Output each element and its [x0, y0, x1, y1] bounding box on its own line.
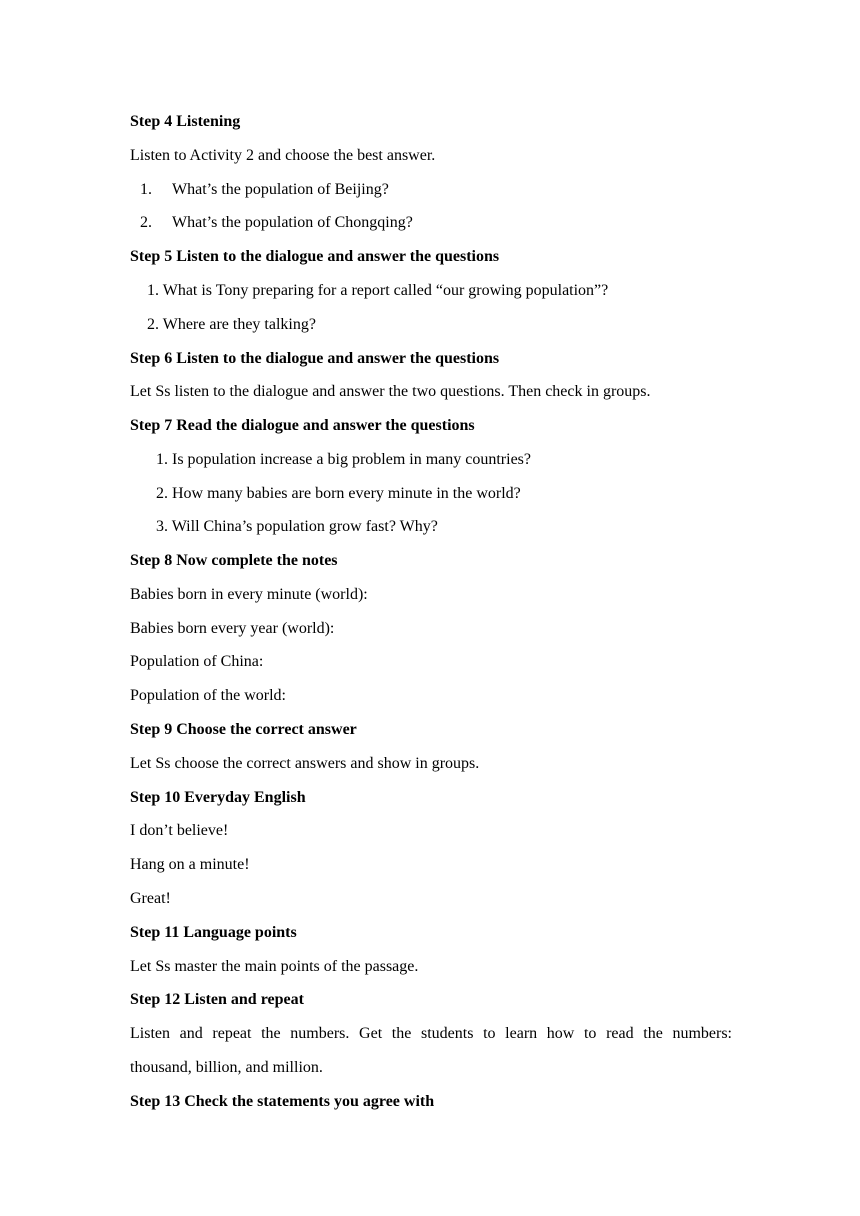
step12-text-line2: thousand, billion, and million.: [130, 1059, 323, 1076]
step7-heading: Step 7 Read the dialogue and answer the questions: [130, 417, 475, 434]
step9-text: Let Ss choose the correct answers and show in groups.: [130, 755, 480, 772]
step4-question-2-text: What’s the population of Chongqing?: [172, 214, 413, 231]
step4-question-1-text: What’s the population of Beijing?: [172, 181, 389, 198]
step8-heading: Step 8 Now complete the notes: [130, 552, 338, 569]
step8-note-3: Population of China:: [130, 653, 264, 670]
document-page: [130, 0, 732, 1216]
step12-text-line1: Listen and repeat the numbers. Get the students to learn how to read the numbers:: [130, 1025, 732, 1042]
step4-question-2-number: 2.: [140, 214, 152, 231]
step10-heading: Step 10 Everyday English: [130, 789, 306, 806]
step4-intro: Listen to Activity 2 and choose the best answer.: [130, 147, 436, 164]
step10-phrase-1: I don’t believe!: [130, 822, 229, 839]
step5-question-2: 2. Where are they talking?: [147, 316, 316, 333]
step8-note-2: Babies born every year (world):: [130, 620, 335, 637]
step4-question-2: [140, 213, 413, 233]
step8-note-4: Population of the world:: [130, 687, 286, 704]
step4-heading: Step 4 Listening: [130, 113, 241, 130]
step8-note-1: Babies born in every minute (world):: [130, 586, 368, 603]
step13-heading: Step 13 Check the statements you agree with: [130, 1093, 435, 1110]
step7-question-3: 3. Will China’s population grow fast? Why?: [156, 518, 438, 535]
step11-text: Let Ss master the main points of the passage.: [130, 958, 419, 975]
step5-question-1: 1. What is Tony preparing for a report called “our growing population”?: [147, 282, 609, 299]
step9-heading: Step 9 Choose the correct answer: [130, 721, 357, 738]
step4-question-1: [140, 180, 389, 200]
step6-text: Let Ss listen to the dialogue and answer the two questions. Then check in groups.: [130, 383, 651, 400]
step4-question-1-number: 1.: [140, 181, 152, 198]
step7-question-2: 2. How many babies are born every minute in the world?: [156, 485, 521, 502]
step6-heading: Step 6 Listen to the dialogue and answer the questions: [130, 350, 500, 367]
step12-heading: Step 12 Listen and repeat: [130, 991, 304, 1008]
step5-heading: Step 5 Listen to the dialogue and answer the questions: [130, 248, 500, 265]
step7-question-1: 1. Is population increase a big problem in many countries?: [156, 451, 532, 468]
step10-phrase-3: Great!: [130, 890, 171, 907]
step10-phrase-2: Hang on a minute!: [130, 856, 250, 873]
step11-heading: Step 11 Language points: [130, 924, 297, 941]
